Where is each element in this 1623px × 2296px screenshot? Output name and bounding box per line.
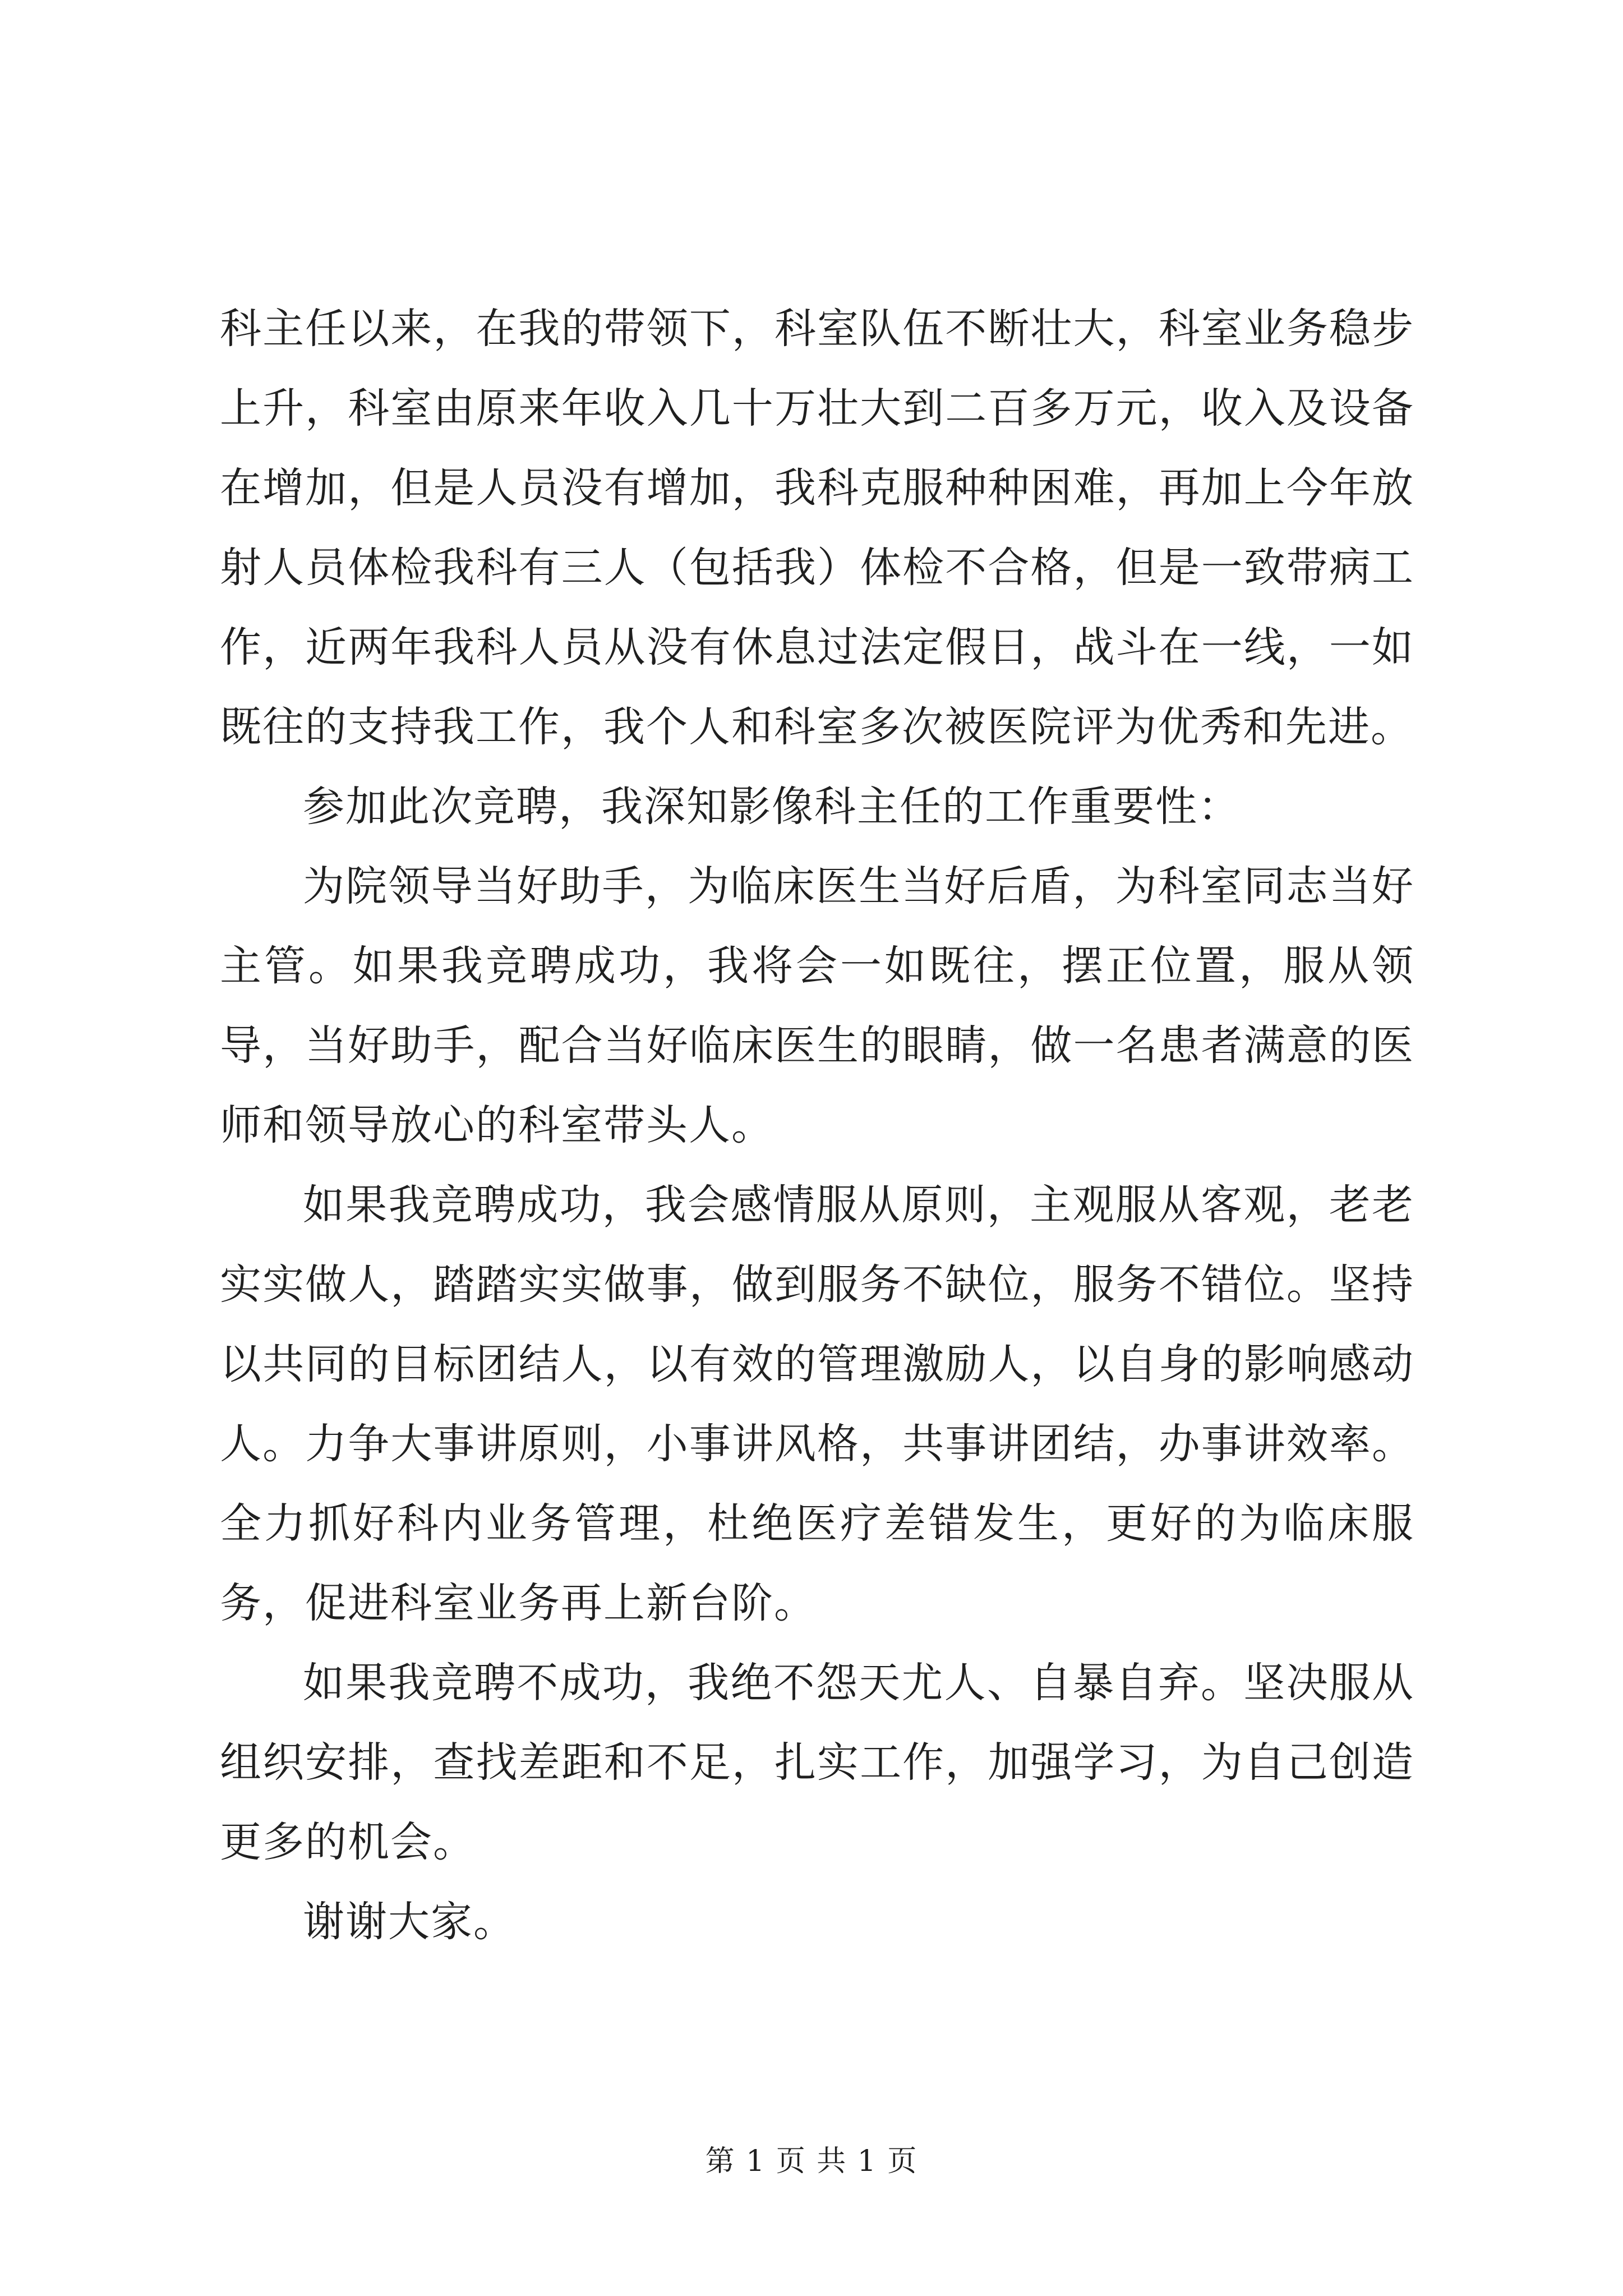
paragraph-role: 为院领导当好助手，为临床医生当好后盾，为科室同志当好主管。如果我竞聘成功，我将会一如既往，摆正位置，服从领导，当好助手，配合当好临床医生的眼睛，做一名患者满意的医师和领导放心的科室带头人。 (220, 862, 1414, 1149)
document-body (220, 289, 1414, 1962)
paragraph-importance: 参加此次竞聘，我深知影像科主任的工作重要性： (303, 783, 1241, 831)
paragraph-if-success: 如果我竞聘成功，我会感情服从原则，主观服从客观，老老实实做人，踏踏实实做事，做到服务不缺位，服务不错位。坚持以共同的目标团结人，以有效的管理激励人，以自身的影响感动人。力争大事讲原则，小事讲风格，共事讲团结，办事讲效率。全力抓好科内业务管理，杜绝医疗差错发生，更好的为临床服务，促进科室业务再上新台阶。 (220, 1181, 1414, 1627)
paragraph-continuation: 科主任以来，在我的带领下，科室队伍不断壮大，科室业务稳步上升，科室由原来年收入几十万壮大到二百多万元，收入及设备在增加，但是人员没有增加，我科克服种种困难，再加上今年放射人员体检我科有三人（包括我）体检不合格，但是一致带病工作，近两年我科人员从没有休息过法定假日，战斗在一线，一如既往的支持我工作，我个人和科室多次被医院评为优秀和先进。 (220, 305, 1414, 751)
paragraph-thanks: 谢谢大家。 (303, 1898, 516, 1946)
page-number-footer: 第 1 页 共 1 页 (705, 2145, 918, 2178)
paragraph-if-fail: 如果我竞聘不成功，我绝不怨天尤人、自暴自弃。坚决服从组织安排，查找差距和不足，扎实工作，加强学习，为自己创造更多的机会。 (220, 1659, 1414, 1866)
